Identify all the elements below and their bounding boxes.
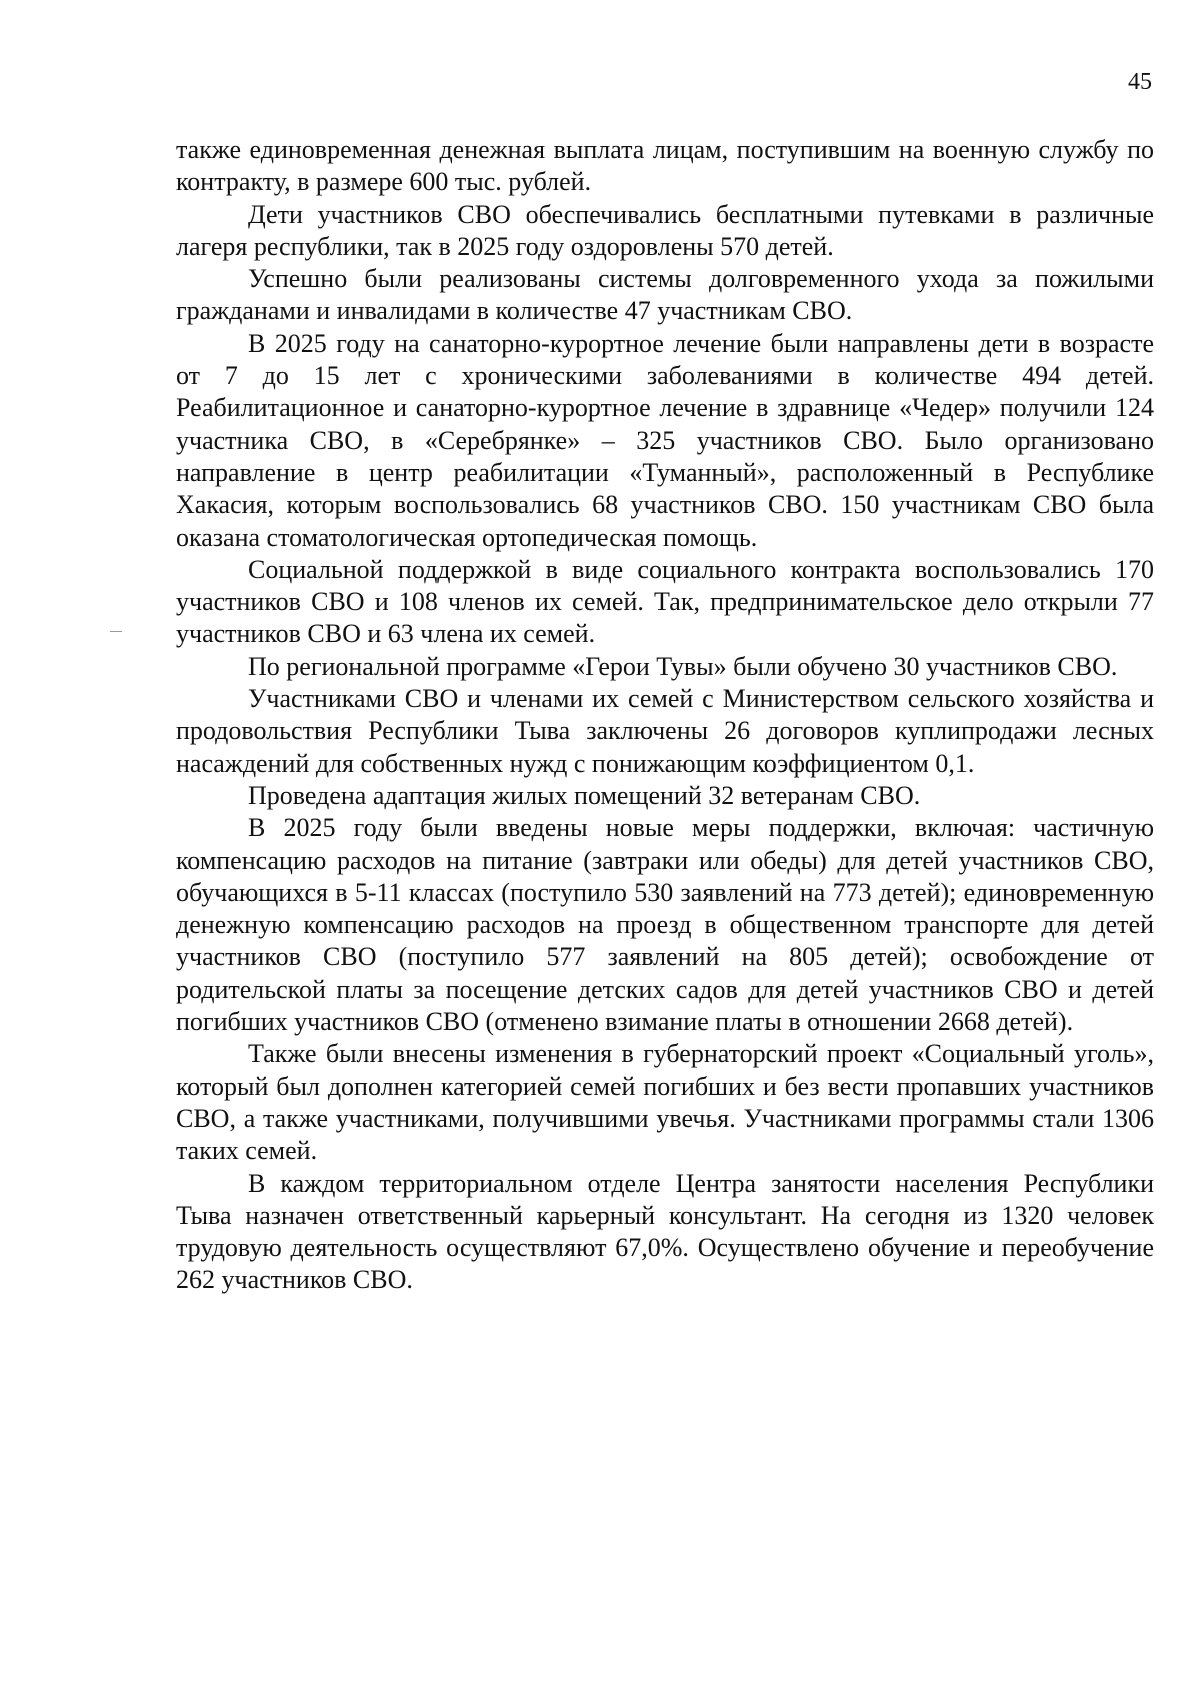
paragraph-social-coal-project: Также были внесены изменения в губернаторский проект «Социальный уголь», который был дополнен категорией семей погибших и без вести пропавших участников СВО, а также участниками, получившими увечья. Участниками программы стали 1306 таких семей. [176,1039,1154,1166]
paragraph-long-term-care: Успешно были реализованы системы долговременного ухода за пожилыми гражданами и инвалидами в количестве 47 участникам СВО. [176,264,1154,326]
scan-mark [110,631,122,632]
paragraph-sanatorium-treatment: В 2025 году на санаторно-курортное лечение были направлены дети в возрасте от 7 до 15 лет с хроническими заболеваниями в количестве 494 детей. Реабилитационное и санаторно-курортное лечение в здравнице «Чедер» получили 124 участника СВО, в «Серебрянке» – 325 участников СВО. Было организовано направление в центр реабилитации «Туманный», расположенный в Республике Хакасия, которым воспользовались 68 участников СВО. 150 участникам СВО была оказана стоматологическая ортопедическая помощь. [176,328,1154,552]
paragraph-lump-sum-payment: также единовременная денежная выплата лицам, поступившим на военную службу по контракту, в размере 600 тыс. рублей. [176,135,1154,197]
page-number: 45 [1128,69,1152,95]
paragraph-social-contract: Социальной поддержкой в виде социального контракта воспользовались 170 участников СВО и 108 членов их семей. Так, предпринимательское дело открыли 77 участников СВО и 63 члена их семей. [176,554,1154,649]
paragraph-forest-contracts: Участниками СВО и членами их семей с Министерством сельского хозяйства и продовольствия Республики Тыва заключены 26 договоров куплипродажи лесных насаждений для собственных нужд с понижающим коэффициентом 0,1. [176,684,1154,778]
paragraph-children-camps: Дети участников СВО обеспечивались бесплатными путевками в различные лагеря республики, так в 2025 году оздоровлены 570 детей. [176,199,1154,261]
paragraph-housing-adaptation: Проведена адаптация жилых помещений 32 ветеранам СВО. [248,780,921,810]
paragraph-employment-center: В каждом территориальном отделе Центра занятости населения Республики Тыва назначен ответственный карьерный консультант. На сегодня из 1320 человек трудовую деятельность осуществляют 67,0%. Осуществлено обучение и переобучение 262 участников СВО. [176,1168,1154,1295]
document-body [176,134,1154,1297]
paragraph-heroes-of-tuva-program: По региональной программе «Герои Тувы» были обучено 30 участников СВО. [248,651,1118,681]
paragraph-new-support-measures: В 2025 году были введены новые меры поддержки, включая: частичную компенсацию расходов на питание (завтраки или обеды) для детей участников СВО, обучающихся в 5-11 классах (поступило 530 заявлений на 773 детей); единовременную денежную компенсацию расходов на проезд в общественном транспорте для детей участников СВО (поступило 577 заявлений на 805 детей); освобождение от родительской платы за посещение детских садов для детей участников СВО и детей погибших участников СВО (отменено взимание платы в отношении 2668 детей). [176,813,1154,1037]
